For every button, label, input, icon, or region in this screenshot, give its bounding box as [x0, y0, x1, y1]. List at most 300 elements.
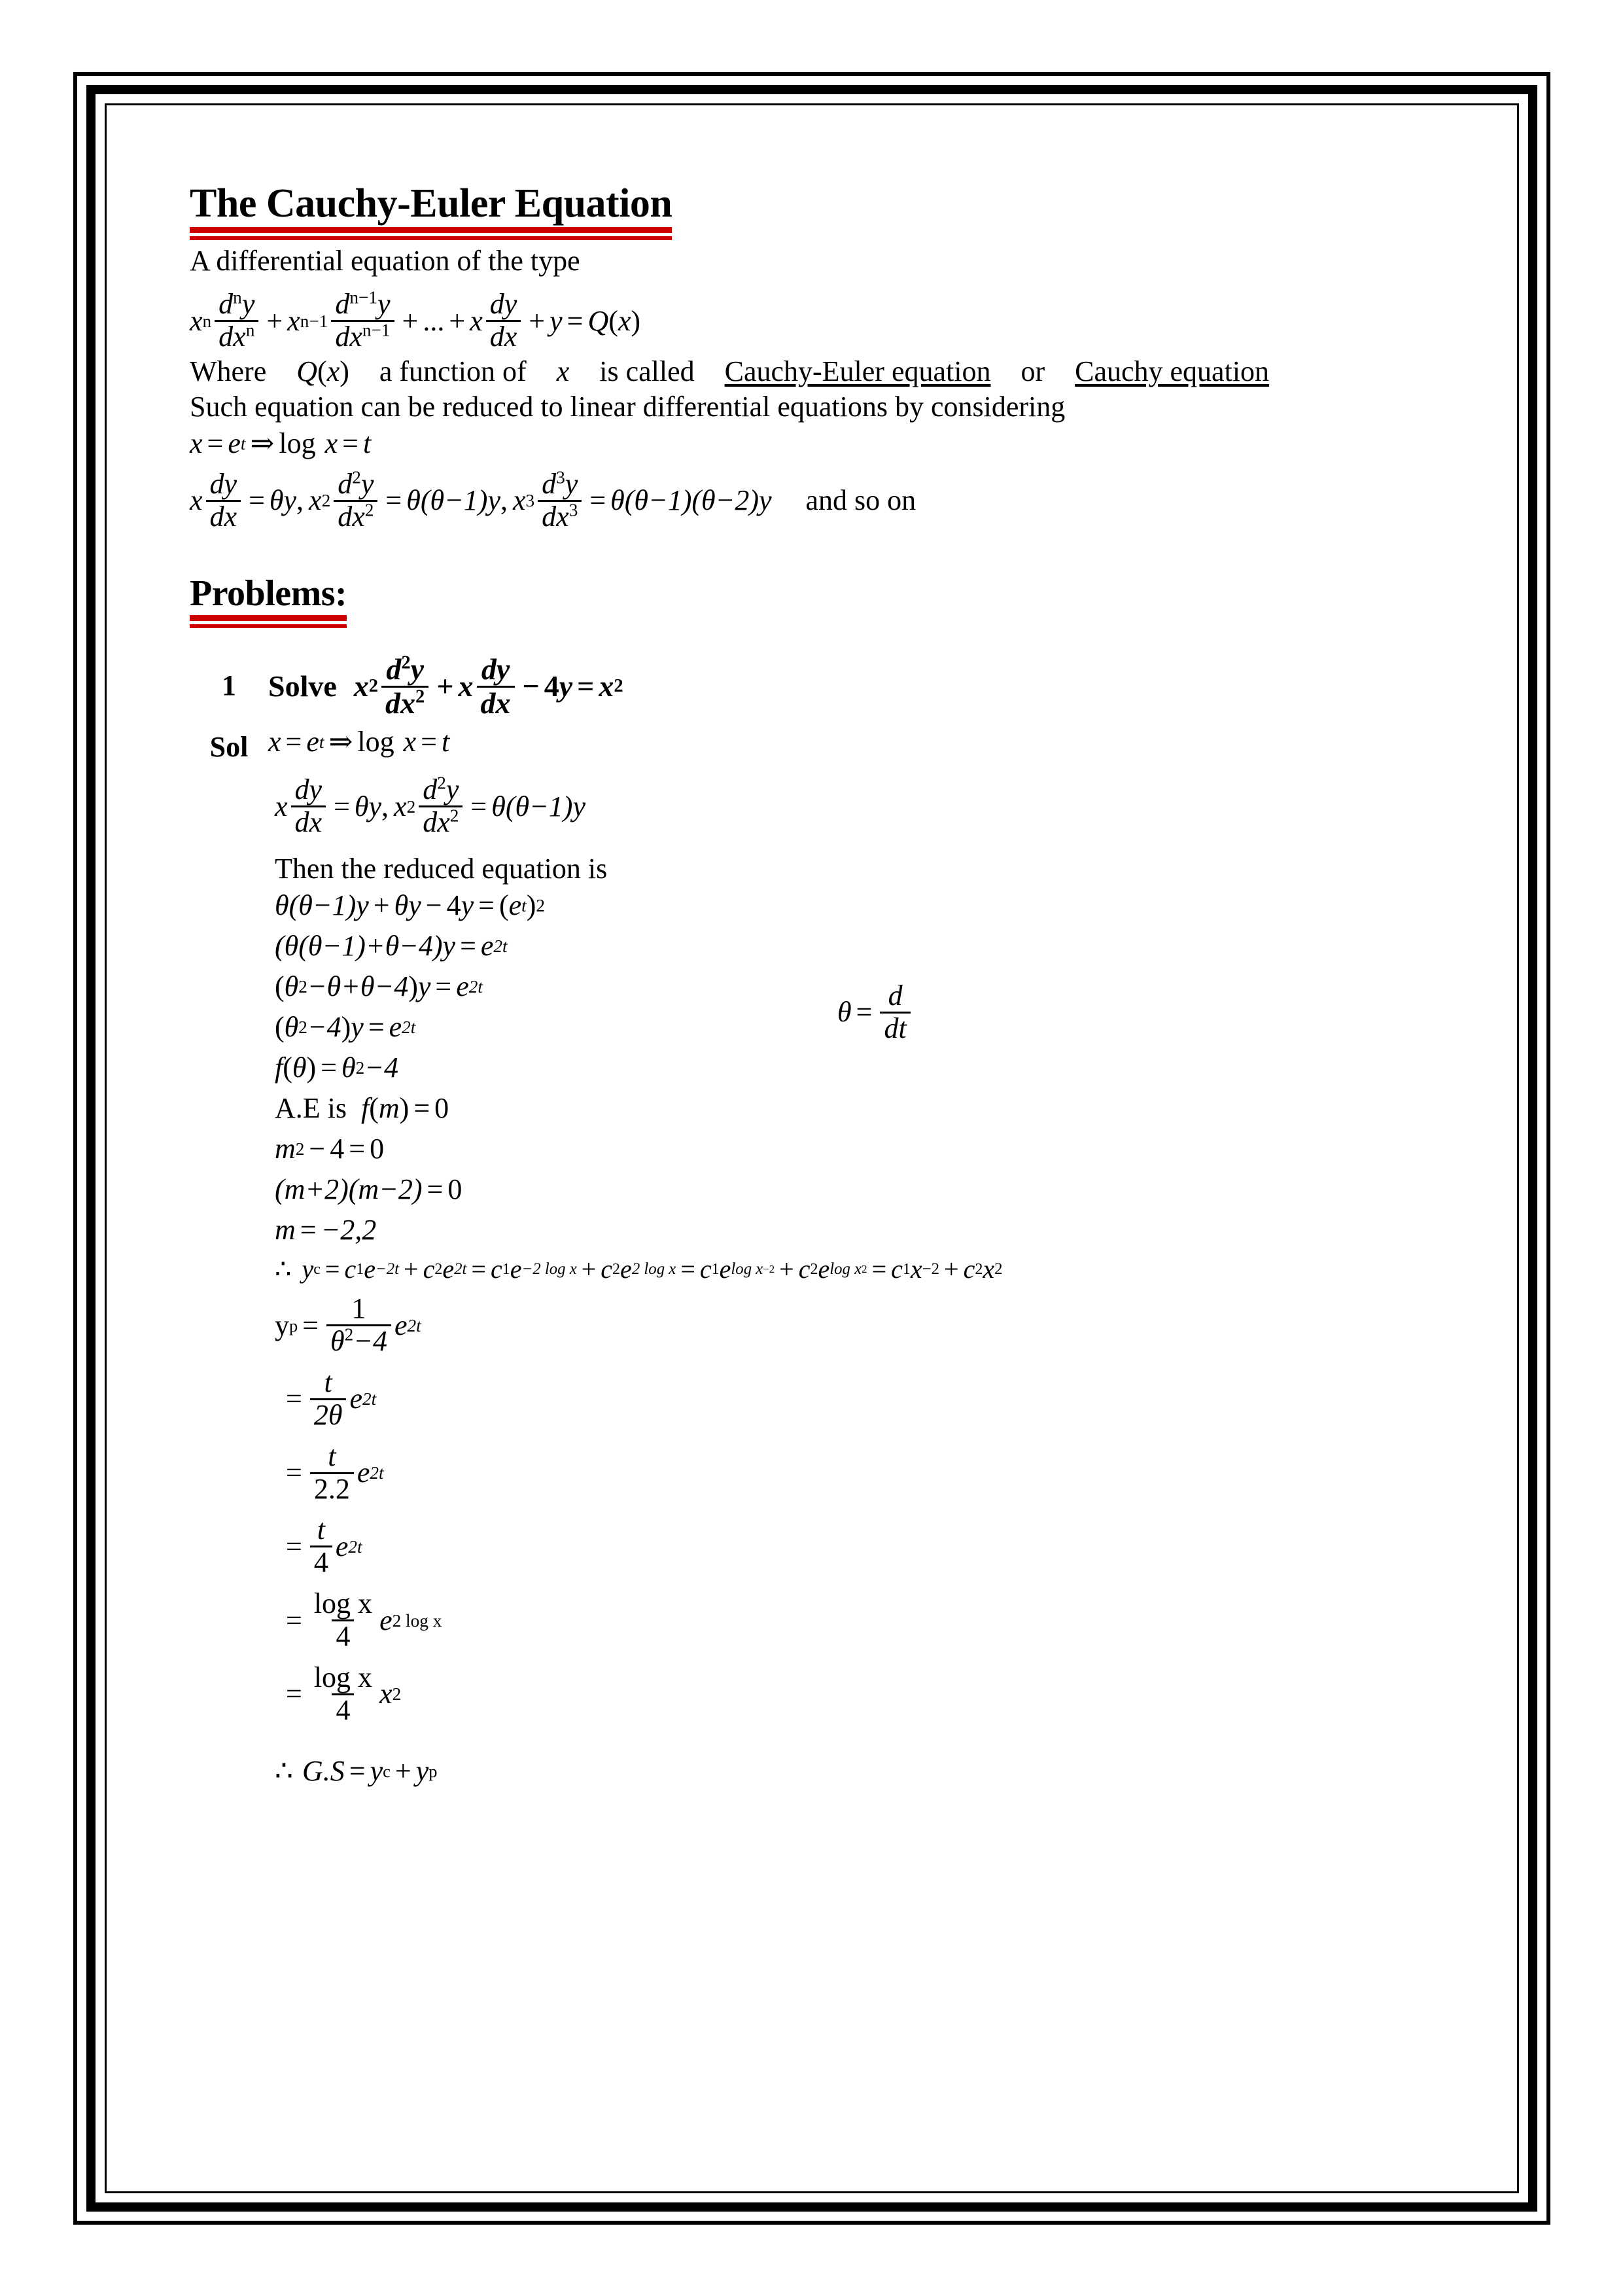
yc-plus2: +	[581, 1254, 597, 1284]
p1-frac2-den: dx	[477, 686, 515, 719]
p1-plus: +	[436, 669, 454, 703]
problems-heading	[190, 575, 347, 628]
p1-frac1-dx-sup: 2	[415, 686, 425, 707]
frac1-dx-sup: n	[245, 320, 255, 340]
st-op-frac1-den: dx	[291, 805, 326, 838]
ld-close: )	[341, 1011, 351, 1044]
yc-xa: x	[910, 1254, 922, 1284]
yp2-den: 2θ	[310, 1398, 347, 1430]
le-theta2: θ	[341, 1051, 356, 1084]
lb-y: y	[442, 930, 456, 963]
general-eq-frac-dy-dx	[486, 290, 521, 352]
general-eq-ellipsis: ...	[423, 304, 445, 337]
yp3-eq: =	[286, 1457, 302, 1489]
le-close: )	[306, 1051, 317, 1084]
page-title	[190, 183, 672, 240]
yp6-den: 4	[332, 1693, 354, 1725]
yp-e: e	[394, 1309, 408, 1341]
general-eq-frac1-num	[215, 287, 258, 321]
op-frac-dy-dx	[206, 467, 241, 533]
la-open: (	[498, 889, 509, 922]
p1-frac1-den	[381, 686, 428, 719]
problems-heading-text: Problems:	[190, 573, 347, 614]
frac1-d-sup: n	[233, 287, 242, 308]
lg-eq: =	[427, 1173, 444, 1206]
ld-open: (	[275, 1011, 285, 1044]
p1-frac-dy-dx	[477, 654, 515, 719]
st-op-y1: y	[368, 790, 382, 822]
op-eq3: =	[589, 484, 606, 517]
yp-den-sup: 2	[344, 1324, 354, 1345]
ae-close: )	[399, 1092, 410, 1125]
particular-integral-step-5: = $\frac{\text{log x}}{4}$ e 2 log x	[281, 1589, 1485, 1651]
step-line-h-roots	[275, 1216, 1485, 1245]
yp5-fraction	[310, 1589, 376, 1651]
op-comma2: ,	[500, 484, 508, 517]
frac2-dx: dx	[335, 321, 362, 353]
where-middle-text: a function of	[379, 355, 527, 387]
where-or: or	[1021, 355, 1045, 387]
sub-log: log	[279, 427, 316, 459]
problem-1-statement-row	[190, 654, 1485, 719]
yc-y: y	[302, 1254, 314, 1284]
op-y2: y	[487, 484, 500, 517]
la-four: 4	[446, 889, 461, 922]
general-eq-x2: x	[287, 304, 300, 337]
solution-steps	[275, 775, 1485, 1785]
sub-implies: ⇒	[250, 427, 275, 459]
general-eq-plus4: +	[529, 304, 546, 337]
le-theta: θ	[292, 1051, 307, 1084]
problem-1-equation: Solve x 2 $\frac{d^2y}{dx^2}$ + x $\frac{dy}{dx}$ − 4 y = x 2	[268, 652, 623, 720]
theta-note-num: d	[888, 980, 903, 1012]
le-minus4: −4	[364, 1051, 398, 1084]
op-eq1: =	[249, 484, 265, 517]
op-frac1-den: dx	[206, 500, 241, 532]
st-op-x2: x	[394, 790, 407, 822]
lh-roots: −2,2	[321, 1214, 377, 1246]
yc-c1b: c	[490, 1254, 502, 1284]
general-eq-x1: x	[190, 304, 203, 337]
p1-x2: x	[458, 669, 474, 703]
yc-ef: e	[818, 1254, 830, 1284]
yp6-eq: =	[286, 1678, 302, 1710]
yp2-eq: =	[286, 1383, 302, 1415]
la-lhs: θ(θ−1)	[275, 889, 357, 922]
st-op-theta-expr: θ(θ−1)	[491, 790, 573, 822]
particular-integral-step-6: = $\frac{\text{log x}}{4}$ x 2	[281, 1663, 1485, 1725]
le-f: f	[275, 1051, 283, 1084]
op-theta1: θ	[269, 484, 284, 517]
yp-den-rest: −4	[353, 1325, 387, 1357]
sub-eq1: =	[207, 427, 224, 459]
frac1-y: y	[241, 288, 255, 321]
problems-heading-block	[190, 575, 1485, 628]
la-plus: +	[373, 889, 390, 922]
lh-m: m	[275, 1214, 296, 1246]
particular-integral-step-3: = $\frac{t}{2.2}$ e 2t	[281, 1442, 1485, 1504]
st-op-eq2: =	[470, 790, 487, 822]
yp5-eq: =	[286, 1604, 302, 1636]
op-theta3-expr: θ(θ−1)(θ−2)	[610, 484, 759, 517]
p1-frac2-num: dy	[481, 652, 510, 686]
yc-eq1: =	[324, 1254, 340, 1284]
problem-1-statement	[268, 654, 623, 719]
gs-plus: +	[394, 1754, 411, 1787]
la-y2: y	[408, 889, 421, 922]
gs-eq: =	[349, 1754, 366, 1787]
yc-xb: x	[983, 1254, 995, 1284]
general-eq-Q-close: )	[631, 304, 641, 337]
general-eq-frac2-num	[331, 287, 394, 321]
yp6-fraction	[310, 1663, 376, 1725]
general-cauchy-euler-equation: x n $\frac{d^ny}{dx^n}$ + x n−1 $\frac{d^{n-1}y}{dx^{n-1}}$ + ... + x $\frac{dy}{dx}$ + y = Q ( x )	[190, 287, 641, 353]
step-theta-operators: x $\frac{dy}{dx}$ = θ y , x 2 $\frac{d^2y}{dx^2}$ = θ(θ−1) y	[275, 773, 585, 839]
ld-y: y	[351, 1011, 364, 1044]
yc-ea: e	[364, 1254, 375, 1284]
op-x2: x	[309, 484, 322, 517]
yp4-fraction	[310, 1515, 332, 1578]
general-eq-frac1-den	[215, 320, 258, 352]
where-x-var: x	[556, 355, 570, 387]
p1-y: y	[559, 669, 573, 703]
st-op-frac2-y: y	[445, 773, 459, 806]
step-line-b: (θ(θ−1)+θ−4) y = e 2t	[275, 930, 508, 963]
yc-c2a: c	[423, 1254, 435, 1284]
where-Q-close: )	[340, 355, 349, 387]
problems-rule-top	[190, 615, 347, 621]
yc-ed: e	[620, 1254, 632, 1284]
ae-f: f	[361, 1092, 370, 1125]
op-frac2-dx: dx	[338, 500, 365, 533]
frac2-d: d	[335, 288, 350, 321]
yp3-e: e	[357, 1457, 370, 1489]
yc-eb: e	[442, 1254, 455, 1284]
p1-frac1-d: d	[386, 652, 402, 686]
lb-expr: (θ(θ−1)+θ−4)	[275, 930, 443, 963]
lc-theta: θ	[284, 970, 299, 1003]
general-eq-Q: Q	[587, 304, 609, 337]
st-op-theta: θ	[354, 790, 369, 822]
general-eq-frac-dny	[215, 287, 258, 353]
le-eq: =	[321, 1051, 337, 1084]
lh-eq: =	[300, 1214, 317, 1246]
problem-1-number: 1	[222, 669, 236, 701]
op-frac2-d: d	[338, 467, 353, 500]
yp6-x: x	[379, 1678, 393, 1710]
solution-body	[268, 728, 1485, 756]
ae-label: A.E is	[275, 1092, 347, 1125]
reduction-statement: Such equation can be reduced to linear differential equations by considering	[190, 390, 1066, 423]
op-frac1-num: dy	[209, 467, 237, 500]
yc-c2b: c	[601, 1254, 613, 1284]
lg-zero: 0	[447, 1173, 462, 1206]
step-line-d: ( θ 2 −4 ) y = e 2t	[275, 1011, 416, 1044]
lf-m: m	[275, 1133, 296, 1165]
p1-frac1-dx: dx	[385, 686, 416, 720]
yp4-e: e	[335, 1530, 349, 1563]
solution-row	[190, 728, 1485, 764]
sub-eq2: =	[342, 427, 358, 459]
frac2-y: y	[377, 288, 391, 321]
step-auxiliary-equation	[275, 1094, 1485, 1123]
op-frac3-y: y	[565, 467, 578, 500]
op-frac3-dx-sup: 3	[568, 500, 578, 520]
general-eq-Q-open: (	[608, 304, 618, 337]
yc-eq2: =	[471, 1254, 486, 1284]
sol-sub-eq1: =	[285, 726, 302, 758]
yp5-num: log x	[313, 1587, 373, 1620]
op-eq2: =	[385, 484, 402, 517]
where-is-called: is called	[599, 355, 695, 387]
lf-four: 4	[330, 1133, 345, 1165]
ld-e: e	[389, 1011, 402, 1044]
general-solution-line: ∴ G.S = y c + y p	[275, 1754, 438, 1787]
lf-minus: −	[309, 1133, 326, 1165]
theta-note-den: dt	[880, 1012, 910, 1044]
particular-integral-step-4: = $\frac{t}{4}$ e 2t	[281, 1515, 1485, 1578]
yp3-num: t	[328, 1439, 336, 1472]
lg-factored: (m+2)(m−2)	[275, 1173, 423, 1206]
la-theta: θ	[394, 889, 409, 922]
st-op-frac2-num	[419, 775, 462, 805]
yc-plus1: +	[404, 1254, 419, 1284]
general-eq-y: y	[550, 304, 563, 337]
yp4-eq: =	[286, 1530, 302, 1563]
op-theta2-expr: θ(θ−1)	[406, 484, 488, 517]
st-op-frac1-num: dy	[294, 773, 323, 806]
op-frac3-d-sup: 3	[556, 467, 565, 487]
st-op-frac2-dx: dx	[423, 806, 450, 839]
general-eq-plus2: +	[402, 304, 419, 337]
yc-c1c: c	[699, 1254, 712, 1284]
step-line-a: θ(θ−1) y + θ y − 4 y = ( e t ) 2	[275, 889, 545, 922]
solution-label: Sol	[209, 731, 249, 764]
reduced-equation-label: Then the reduced equation is	[275, 853, 608, 885]
lf-eq: =	[349, 1133, 366, 1165]
theta-note-eq: =	[856, 996, 873, 1029]
theta-note-theta: θ	[837, 996, 852, 1029]
ae-zero: 0	[434, 1092, 449, 1125]
where-Q: Q	[296, 355, 318, 387]
lb-e: e	[480, 930, 494, 963]
page-title-text: The Cauchy-Euler Equation	[190, 181, 672, 226]
st-op-frac-d2y	[419, 775, 462, 838]
where-Q-open: (	[317, 355, 327, 387]
sub-e: e	[228, 427, 241, 459]
gs-therefore: ∴	[275, 1754, 293, 1787]
yc-c2d: c	[963, 1254, 975, 1284]
st-op-eq1: =	[334, 790, 350, 822]
op-frac-d3y	[538, 467, 582, 533]
yp4-num: t	[317, 1513, 325, 1546]
ae-m: m	[378, 1092, 400, 1125]
yc-therefore: ∴	[275, 1254, 292, 1284]
yp4-den: 4	[310, 1545, 332, 1578]
yp5-den: 4	[332, 1619, 354, 1651]
op-x1: x	[190, 484, 203, 517]
general-eq-plus3: +	[449, 304, 466, 337]
theta-definition-note	[837, 981, 914, 1044]
frac1-d: d	[218, 288, 234, 321]
gs-yp: y	[415, 1754, 429, 1787]
la-eq: =	[478, 889, 495, 922]
yp2-fraction	[310, 1368, 347, 1430]
intro-line-1: A differential equation of the type	[190, 245, 580, 277]
op-frac3-num	[538, 467, 582, 500]
step-line-g	[275, 1175, 1485, 1204]
yc-plus4: +	[944, 1254, 959, 1284]
title-rule-bottom	[190, 236, 672, 240]
yp-fraction	[326, 1294, 391, 1356]
la-minus: −	[425, 889, 442, 922]
step-line-e: f ( θ ) = θ 2 −4	[275, 1051, 398, 1084]
op-frac2-d-sup: 2	[352, 467, 361, 487]
step-line-c: ( θ 2 −θ+θ−4 ) y = e 2t	[275, 970, 483, 1003]
op-frac2-den	[334, 500, 377, 532]
general-eq-frac3-num: dy	[489, 288, 517, 321]
yc-eq4: =	[871, 1254, 887, 1284]
op-comma1: ,	[296, 484, 304, 517]
yp-frac-den	[326, 1324, 391, 1356]
st-op-frac2-d: d	[423, 773, 438, 806]
le-open: (	[283, 1051, 292, 1084]
problems-rule-bottom	[190, 624, 347, 628]
particular-integral-step-2: = $\frac{t}{2\theta}$ e 2t	[281, 1368, 1485, 1430]
op-frac2-y: y	[360, 467, 374, 500]
sol-sub-e: e	[306, 726, 319, 758]
complementary-function-line: ∴ y c = c 1 e −2t + c 2 e 2t = c 1 e −2 log x + c 2 e 2 log x = c 1 e log x −2 + c 2 e log x 2 = c 1 x −2 + c 2 x 2	[275, 1254, 1003, 1284]
problem-1-area	[190, 654, 1485, 1786]
ae-open: (	[369, 1092, 379, 1125]
frac2-dx-sup: n−1	[362, 320, 391, 340]
lc-close: )	[408, 970, 418, 1003]
where-prefix: Where	[190, 355, 267, 387]
problem-1-verb: Solve	[268, 669, 337, 703]
general-eq-plus1: +	[266, 304, 283, 337]
particular-integral-line: y p = $\frac{1}{\theta^2-4}$ e 2t	[275, 1292, 421, 1357]
p1-four: 4	[544, 669, 559, 703]
sol-sub-x2: x	[403, 726, 417, 758]
op-frac3-dx: dx	[542, 500, 569, 533]
yc-ee: e	[719, 1254, 731, 1284]
op-y3: y	[759, 484, 772, 517]
yp-y: y	[275, 1309, 289, 1341]
page-title-block	[190, 183, 1485, 240]
lc-open: (	[275, 970, 285, 1003]
p1-x1: x	[353, 669, 369, 703]
yp2-num: t	[324, 1366, 332, 1398]
theta-note-fraction	[880, 981, 910, 1044]
gs-label: G.S	[302, 1754, 345, 1787]
general-eq-x3: x	[470, 304, 483, 337]
general-eq-equals: =	[567, 304, 584, 337]
st-op-frac2-dx-sup: 2	[449, 805, 459, 826]
yp2-e: e	[349, 1383, 362, 1415]
lf-zero: 0	[370, 1133, 385, 1165]
op-frac2-dx-sup: 2	[364, 500, 374, 520]
title-rule-top	[190, 227, 672, 233]
p1-rhs-x: x	[599, 669, 614, 703]
st-op-x1: x	[275, 790, 288, 822]
p1-frac1-d-sup: 2	[401, 652, 411, 673]
p1-frac1-y: y	[410, 652, 425, 686]
theta-operator-identities: x $\frac{dy}{dx}$ = θ y , x 2 $\frac{d^2y}{dx^2}$ = θ(θ−1) y , x 3 $\frac{d^3y}{dx^3}$ = θ(θ−1)(θ−2) y and so on	[190, 467, 916, 533]
st-op-comma: ,	[381, 790, 389, 822]
sol-sub-log: log	[357, 726, 394, 758]
general-eq-Q-var: x	[618, 304, 631, 337]
st-op-frac2-den	[419, 805, 462, 838]
lc-e: e	[456, 970, 469, 1003]
yc-ec: e	[510, 1254, 522, 1284]
sol-sub-x1: x	[268, 726, 281, 758]
op-x3: x	[512, 484, 526, 517]
st-op-frac-dy-dx	[291, 775, 326, 838]
intro-substitution-equation: x = e t ⇒ log x = t	[190, 427, 372, 459]
lc-y: y	[417, 970, 431, 1003]
term-cauchy-equation: Cauchy equation	[1075, 355, 1270, 387]
lc-rest: −θ+θ−4	[307, 970, 409, 1003]
ae-eq: =	[413, 1092, 430, 1125]
sub-t: t	[362, 427, 372, 459]
gs-yc: y	[370, 1754, 383, 1787]
sol-sub-eq2: =	[421, 726, 437, 758]
ld-rest: −4	[307, 1011, 341, 1044]
p1-frac-d2y	[381, 654, 428, 719]
yp-den-theta: θ	[330, 1325, 345, 1357]
st-op-y2: y	[572, 790, 585, 822]
la-y3: y	[461, 889, 474, 922]
yc-plus3: +	[779, 1254, 794, 1284]
la-y1: y	[356, 889, 369, 922]
sol-substitution-equation: x = e t ⇒ log x = t	[268, 726, 450, 758]
general-eq-frac2-den	[331, 320, 394, 352]
op-frac-d2y	[334, 467, 377, 533]
yp3-fraction	[310, 1439, 354, 1505]
p1-minus: −	[522, 669, 540, 703]
sol-sub-implies: ⇒	[328, 726, 353, 758]
yc-c2c: c	[798, 1254, 811, 1284]
op-frac2-num	[334, 467, 377, 500]
frac2-d-sup: n−1	[349, 287, 378, 308]
sol-sub-t: t	[441, 726, 450, 758]
yp3-den: 2.2	[310, 1472, 354, 1504]
general-eq-frac3-den: dx	[486, 320, 521, 352]
op-y1: y	[283, 484, 297, 517]
ld-theta: θ	[284, 1011, 299, 1044]
sub-x1: x	[190, 427, 203, 459]
st-op-frac2-d-sup: 2	[437, 773, 446, 793]
where-definition-line	[190, 357, 1485, 386]
p1-eq: =	[577, 669, 595, 703]
where-Q-var: x	[326, 355, 340, 387]
and-so-on-text: and so on	[805, 484, 916, 517]
ld-eq: =	[368, 1011, 385, 1044]
yp-frac-num: 1	[351, 1292, 366, 1325]
lc-eq: =	[435, 970, 452, 1003]
yp6-num: log x	[313, 1661, 373, 1693]
general-eq-frac-dn1y	[331, 287, 394, 353]
term-cauchy-euler-equation: Cauchy-Euler equation	[724, 355, 991, 387]
yc-eq3: =	[680, 1254, 695, 1284]
la-e: e	[508, 889, 522, 922]
yc-c1a: c	[344, 1254, 357, 1284]
lb-eq: =	[460, 930, 476, 963]
op-frac3-den	[538, 500, 582, 532]
yc-c1d: c	[891, 1254, 903, 1284]
frac1-dx: dx	[218, 321, 246, 353]
p1-frac1-num	[382, 654, 428, 686]
